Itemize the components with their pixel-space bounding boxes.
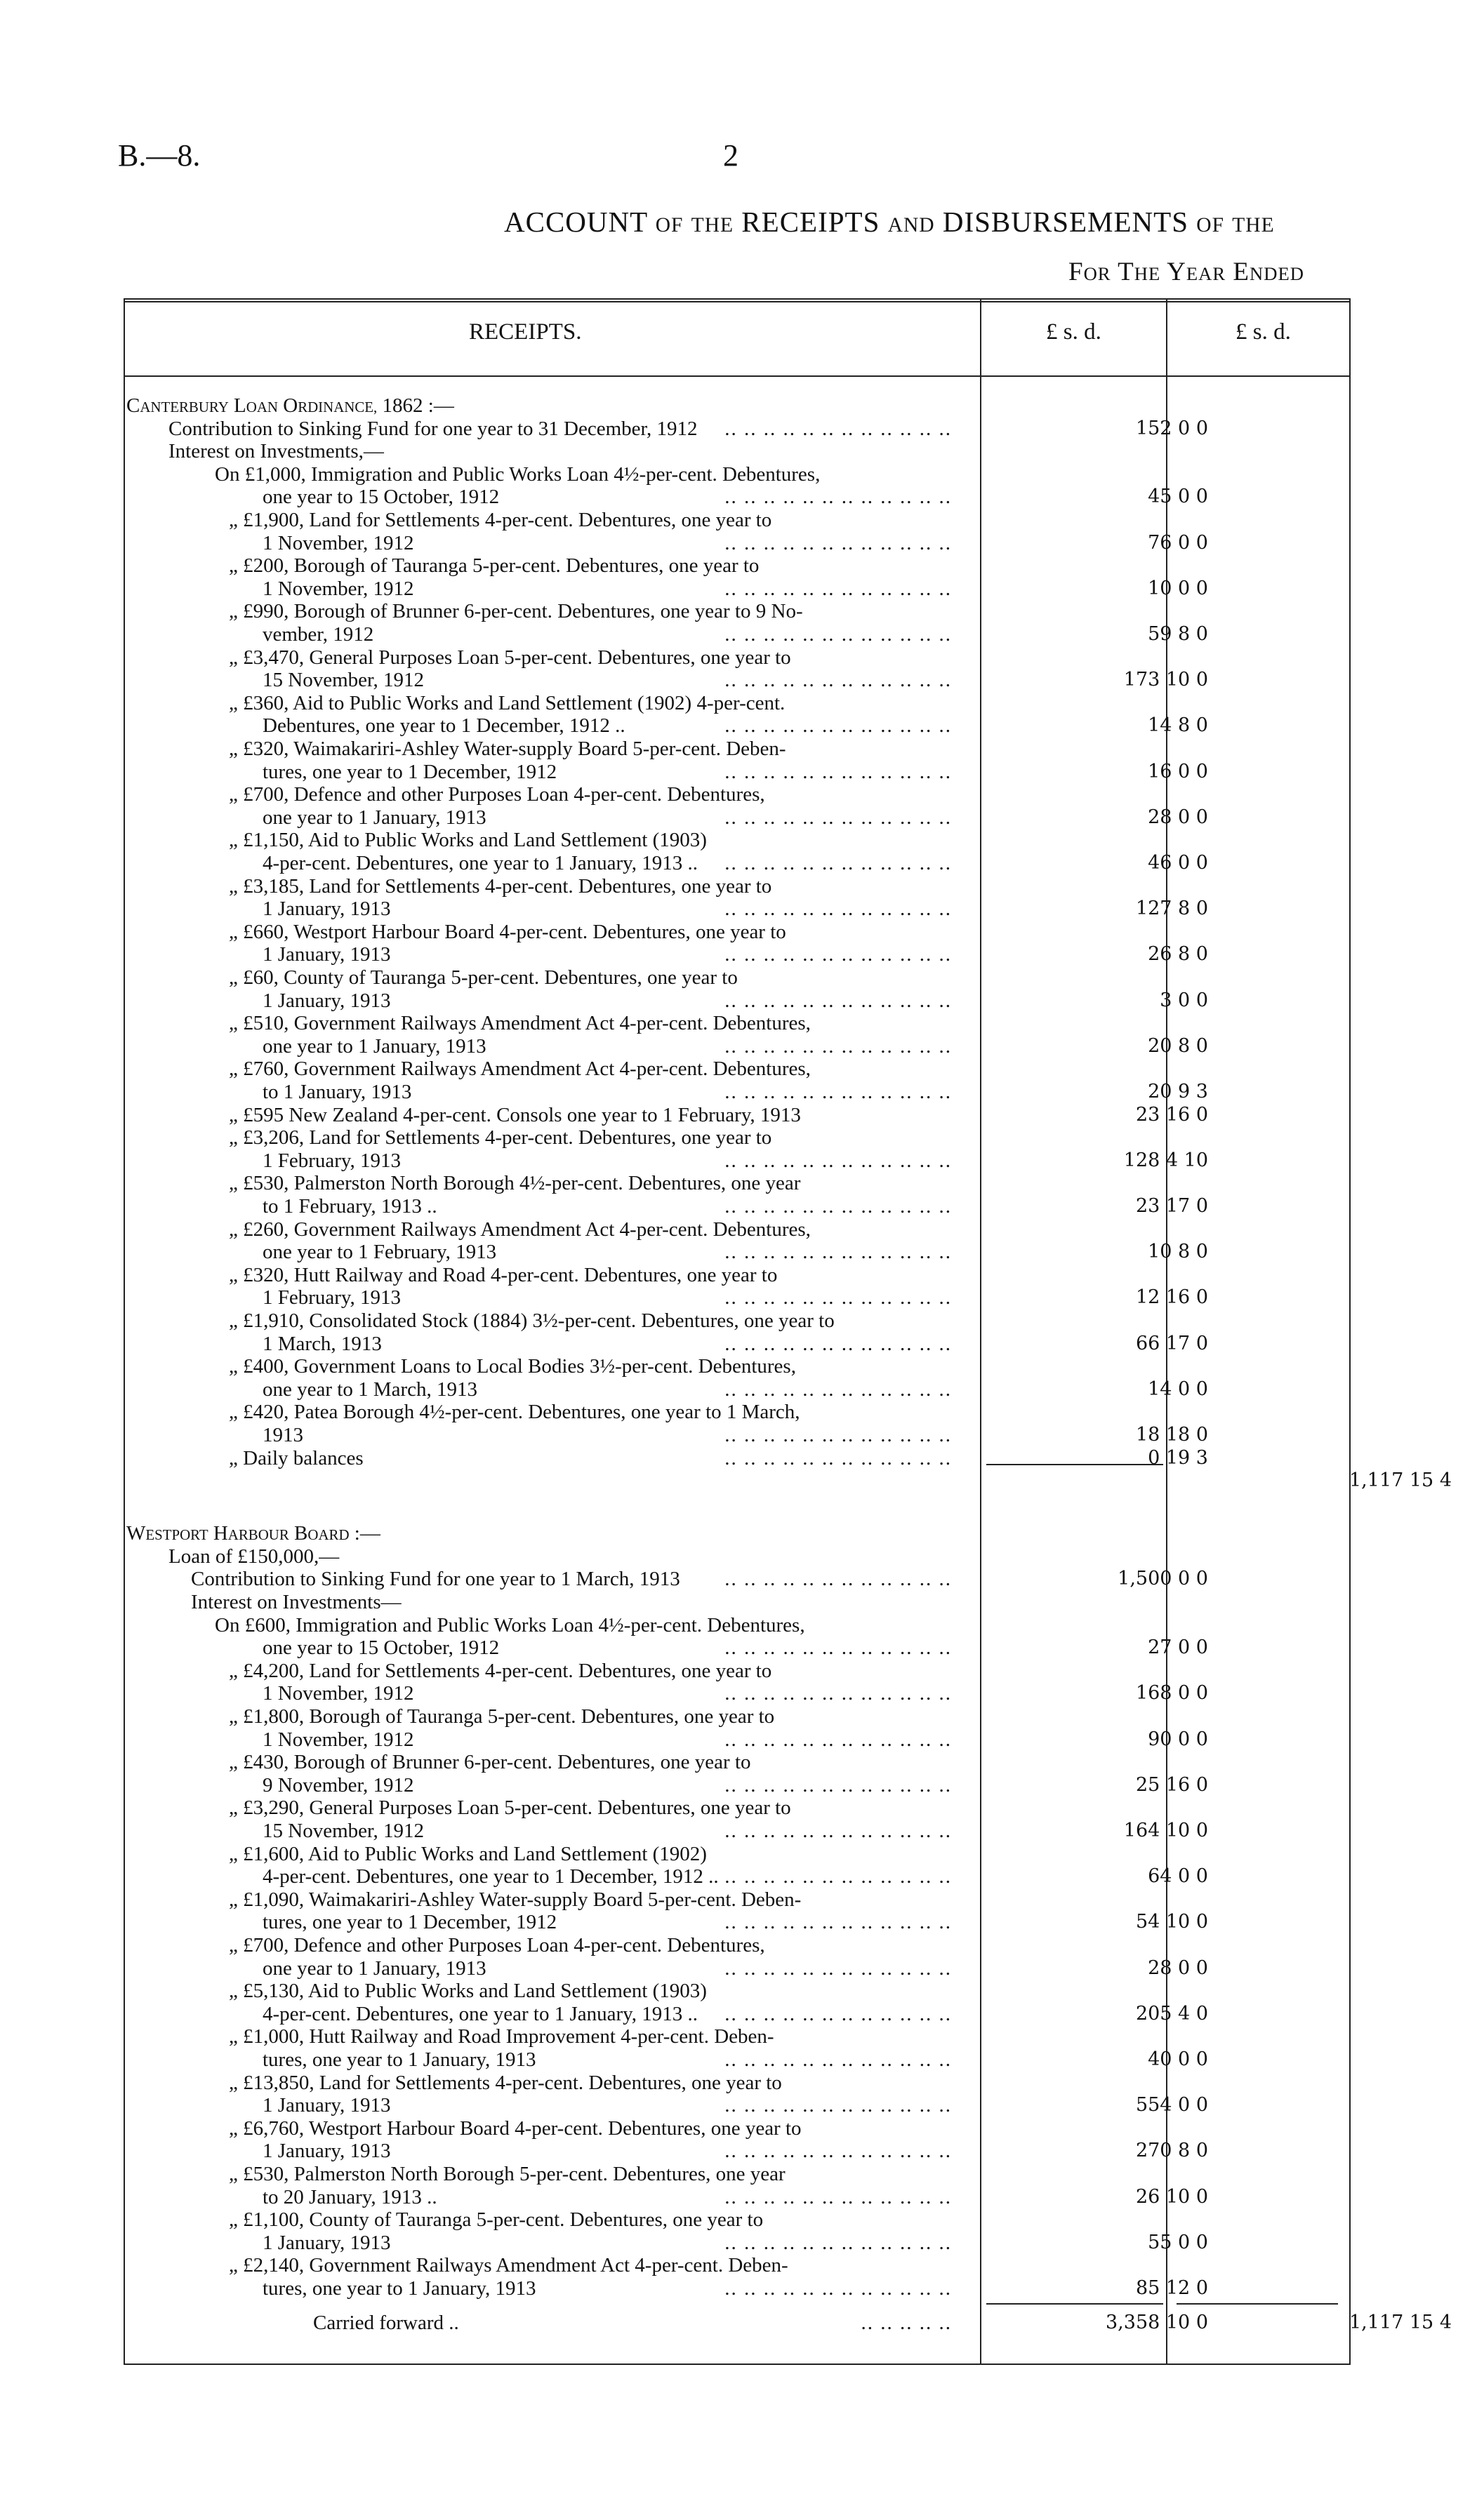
ledger-description: „ £990, Borough of Brunner 6-per-cent. Debentures, one year to 9 No- (229, 600, 807, 622)
ledger-amount: 3 0 0 (1160, 989, 1208, 1011)
ledger-description: „ £360, Aid to Public Works and Land Settlement (1902) 4-per-cent. (229, 692, 789, 714)
leader-dots: .. .. .. .. .. .. .. .. .. .. .. .. (724, 1773, 952, 1796)
ledger-description: 1 November, 1912 (263, 532, 418, 554)
ledger-description: „ £200, Borough of Tauranga 5-per-cent. Debentures, one year to (229, 554, 763, 577)
ledger-description: 1 March, 1913 (263, 1333, 386, 1355)
ledger-description: to 20 January, 1913 .. (263, 2186, 442, 2208)
ledger-description: one year to 1 January, 1913 (263, 806, 491, 829)
ledger-row (124, 1355, 1351, 1378)
ledger-description: 1 November, 1912 (263, 578, 418, 600)
ledger-description: tures, one year to 1 December, 1912 (263, 1911, 561, 1933)
ledger-row (124, 2072, 1351, 2094)
ledger-description: 1 January, 1913 (263, 2140, 395, 2162)
ledger-description: „ £760, Government Railways Amendment Act 4-per-cent. Debentures, (229, 1058, 815, 1080)
ledger-row (124, 623, 1351, 646)
ledger-row (124, 1591, 1351, 1613)
ledger-description: „ £3,290, General Purposes Loan 5-per-cent. Debentures, one year to (229, 1796, 795, 1819)
ledger-row (124, 2003, 1351, 2025)
leader-dots: .. .. .. .. .. .. .. .. .. .. .. .. (724, 417, 952, 440)
page-title: ACCOUNT OF THE RECEIPTS AND DISBURSEMENTS OF THE (504, 206, 1275, 238)
ledger-row (124, 1568, 1351, 1590)
ledger-description: „ £6,760, Westport Harbour Board 4-per-cent. Debentures, one year to (229, 2117, 806, 2140)
ledger-description: 4-per-cent. Debentures, one year to 1 December, 1912 .. (263, 1865, 723, 1888)
ledger-row (124, 578, 1351, 600)
ledger-row (124, 1728, 1351, 1751)
ledger-amount: 168 0 0 (1135, 1682, 1208, 1705)
leader-dots: .. .. .. .. .. .. .. .. .. .. .. .. (724, 2094, 952, 2117)
ledger-row (124, 1957, 1351, 1980)
ledger-description: 4-per-cent. Debentures, one year to 1 January, 1913 .. (263, 2003, 702, 2025)
ledger-description: „ £5,130, Aid to Public Works and Land Settlement (1903) (229, 1980, 711, 2002)
leader-dots: .. .. .. .. .. .. .. .. .. .. .. .. (724, 1956, 952, 1980)
ledger-row (124, 738, 1351, 760)
ledger-description: „ Daily balances (229, 1447, 368, 1469)
ledger-row (124, 2208, 1351, 2231)
ledger-amount: 76 0 0 (1148, 531, 1208, 554)
ledger-description: „ £700, Defence and other Purposes Loan 4-per-cent. Debentures, (229, 783, 769, 806)
ledger-description: 1 November, 1912 (263, 1682, 418, 1705)
ledger-description: „ £430, Borough of Brunner 6-per-cent. Debentures, one year to (229, 1751, 755, 1773)
leader-dots: .. .. .. .. .. .. .. .. .. .. .. .. (724, 1034, 952, 1058)
ledger-description: „ £660, Westport Harbour Board 4-per-cent. Debentures, one year to (229, 921, 790, 943)
ledger-description: „ £60, County of Tauranga 5-per-cent. Debentures, one year to (229, 966, 742, 989)
ledger-amount: 28 0 0 (1148, 806, 1208, 828)
ledger-amount: 152 0 0 (1135, 417, 1208, 439)
ledger-row (124, 669, 1351, 691)
ledger-description: „ £595 New Zealand 4-per-cent. Consols one year to 1 February, 1913 (229, 1104, 805, 1126)
section-heading: CANTERBURY LOAN ORDINANCE, 1862 :— (126, 394, 454, 417)
ledger-row (124, 1888, 1351, 1911)
leader-dots: .. .. .. .. .. .. .. .. .. .. .. .. (724, 2002, 952, 2025)
ledger-description: one year to 1 January, 1913 (263, 1957, 491, 1980)
leader-dots: .. .. .. .. .. .. .. .. .. .. .. .. (724, 1568, 952, 1591)
ledger-row (124, 532, 1351, 554)
ledger-row (124, 1843, 1351, 1865)
ledger-description: one year to 1 February, 1913 (263, 1241, 501, 1263)
ledger-row (124, 1195, 1351, 1218)
ledger-description: 1 January, 1913 (263, 943, 395, 966)
ledger-amount: 26 8 0 (1148, 943, 1208, 966)
ledger-row (124, 1218, 1351, 1241)
leader-dots: .. .. .. .. .. .. .. .. .. .. .. .. (724, 2140, 952, 2163)
ledger-row (124, 989, 1351, 1012)
carried-forward-amount: 3,358 10 0 (1106, 2311, 1208, 2333)
ledger-description: Loan of £150,000,— (168, 1545, 343, 1568)
carried-forward-rule (986, 2303, 1163, 2305)
carried-forward-label: Carried forward .. (313, 2312, 463, 2334)
ledger-description: „ £1,150, Aid to Public Works and Land Settlement (1903) (229, 829, 711, 851)
ledger-description: On £600, Immigration and Public Works Loan 4½-per-cent. Debentures, (215, 1614, 809, 1636)
ledger-amount: 23 16 0 (1135, 1103, 1208, 1126)
leader-dots: .. .. .. .. .. .. .. .. .. .. .. .. (724, 2048, 952, 2071)
leader-dots: .. .. .. .. .. .. .. .. .. .. .. .. (724, 2185, 952, 2208)
ledger-description: „ £400, Government Loans to Local Bodies 3½-per-cent. Debentures, (229, 1355, 800, 1378)
ledger-row (124, 1378, 1351, 1401)
ledger-description: 15 November, 1912 (263, 669, 428, 691)
ledger-description: one year to 15 October, 1912 (263, 486, 503, 508)
ledger-description: Contribution to Sinking Fund for one year to 1 March, 1913 (191, 1568, 684, 1590)
ledger-description: „ £1,910, Consolidated Stock (1884) 3½-per-cent. Debentures, one year to (229, 1309, 839, 1332)
receipts-header: RECEIPTS. (469, 319, 582, 345)
section-total-row (124, 1469, 1452, 1492)
ledger-description: 9 November, 1912 (263, 1774, 418, 1796)
ledger-row (124, 1149, 1351, 1172)
ledger-row (124, 600, 1351, 622)
ledger-description: 1 February, 1913 (263, 1286, 405, 1309)
ledger-row (124, 1333, 1351, 1355)
ledger-description: „ £1,100, County of Tauranga 5-per-cent. Debentures, one year to (229, 2208, 767, 2231)
ledger-amount: 46 0 0 (1148, 852, 1208, 874)
ledger-description: On £1,000, Immigration and Public Works Loan 4½-per-cent. Debentures, (215, 463, 824, 486)
ledger-row (124, 1104, 1351, 1126)
leader-dots: .. .. .. .. .. .. .. .. .. .. .. .. (724, 1149, 952, 1172)
ledger-description: „ £4,200, Land for Settlements 4-per-cent. Debentures, one year to (229, 1660, 776, 1682)
ledger-description: „ £530, Palmerston North Borough 4½-per-cent. Debentures, one year (229, 1172, 804, 1194)
ledger-amount: 10 0 0 (1148, 577, 1208, 599)
ledger-description: „ £700, Defence and other Purposes Loan 4-per-cent. Debentures, (229, 1934, 769, 1956)
ledger-description: tures, one year to 1 January, 1913 (263, 2277, 541, 2300)
ledger-amount: 270 8 0 (1135, 2140, 1208, 2162)
ledger-description: tures, one year to 1 January, 1913 (263, 2048, 541, 2071)
ledger-description: „ £1,900, Land for Settlements 4-per-cent. Debentures, one year to (229, 509, 776, 531)
ledger-amount: 18 18 0 (1135, 1424, 1208, 1446)
ledger-row (124, 1774, 1351, 1796)
ledger-description: „ £1,600, Aid to Public Works and Land Settlement (1902) (229, 1843, 711, 1865)
ledger-row (124, 761, 1351, 783)
leader-dots: .. .. .. .. .. .. .. .. .. .. .. .. (724, 1081, 952, 1103)
leader-dots: .. .. .. .. .. .. .. .. .. .. .. .. (724, 486, 952, 509)
ledger-row (124, 1614, 1351, 1636)
ledger-row (124, 829, 1351, 851)
ledger-row (124, 1705, 1351, 1728)
ledger-amount: 28 0 0 (1148, 1956, 1208, 1979)
ledger-row (124, 1682, 1351, 1705)
ledger-amount: 12 16 0 (1135, 1286, 1208, 1309)
ledger-description: „ £2,140, Government Railways Amendment Act 4-per-cent. Deben- (229, 2254, 793, 2276)
ledger-row (124, 440, 1351, 462)
ledger-description: „ £420, Patea Borough 4½-per-cent. Debentures, one year to 1 March, (229, 1401, 804, 1423)
page-number: 2 (723, 138, 738, 173)
ledger-amount: 55 0 0 (1148, 2231, 1208, 2253)
ledger-amount: 1,500 0 0 (1118, 1568, 1208, 1590)
ledger-description: 1 November, 1912 (263, 1728, 418, 1751)
ledger-description: „ £1,000, Hutt Railway and Road Improvement 4-per-cent. Deben- (229, 2025, 779, 2048)
ledger-row (124, 486, 1351, 508)
ledger-amount: 554 0 0 (1135, 2094, 1208, 2116)
ledger-row (124, 646, 1351, 669)
ledger-description: 1 January, 1913 (263, 2232, 395, 2254)
ledger-description: 1 February, 1913 (263, 1149, 405, 1172)
ledger-description: to 1 February, 1913 .. (263, 1195, 442, 1218)
leader-dots: .. .. .. .. .. .. .. .. .. .. .. .. (724, 943, 952, 966)
ledger-description: tures, one year to 1 December, 1912 (263, 761, 561, 783)
ledger-amount: 20 9 3 (1148, 1081, 1208, 1102)
ledger-row (124, 2140, 1351, 2162)
ledger-description: „ £3,206, Land for Settlements 4-per-cent. Debentures, one year to (229, 1126, 776, 1149)
ledger-row (124, 1934, 1351, 1956)
ledger-row (124, 1058, 1351, 1080)
ledger-row (124, 2277, 1351, 2300)
ledger-amount: 85 12 0 (1135, 2276, 1208, 2299)
ledger-row (124, 806, 1351, 829)
ledger-amount: 173 10 0 (1123, 669, 1208, 691)
ledger-amount: 23 17 0 (1135, 1195, 1208, 1217)
ledger-row (124, 2163, 1351, 2185)
leader-dots: .. .. .. .. .. .. .. .. .. .. .. .. (724, 669, 952, 692)
ledger-row (124, 692, 1351, 714)
ledger-row (124, 1424, 1351, 1446)
leader-dots: .. .. .. .. .. .. .. .. .. .. .. .. (724, 1865, 952, 1888)
document-reference: B.—8. (118, 138, 201, 173)
ledger-amount: 164 10 0 (1123, 1819, 1208, 1841)
ledger-description: one year to 1 March, 1913 (263, 1378, 482, 1401)
ledger-row (124, 783, 1351, 806)
leader-dots: .. .. .. .. .. .. .. .. .. .. .. .. (724, 898, 952, 921)
leader-dots: .. .. .. .. .. .. .. .. .. .. .. .. (724, 1446, 952, 1469)
ledger-row (124, 1264, 1351, 1286)
ledger-row (124, 2048, 1351, 2071)
leader-dots: .. .. .. .. .. .. .. .. .. .. .. .. (724, 989, 952, 1012)
leader-dots: .. .. .. .. .. .. .. .. .. .. .. .. (724, 1378, 952, 1401)
ledger-row (124, 1035, 1351, 1058)
ledger-row (124, 1172, 1351, 1194)
ledger-amount: 45 0 0 (1148, 486, 1208, 508)
ledger-description: „ £260, Government Railways Amendment Act 4-per-cent. Debentures, (229, 1218, 815, 1241)
ledger-row (124, 554, 1351, 577)
leader-dots: .. .. .. .. .. .. .. .. .. .. .. .. (724, 1911, 952, 1934)
carried-forward-row (124, 2311, 1452, 2334)
ledger-row (124, 1796, 1351, 1819)
ledger-description: „ £13,850, Land for Settlements 4-per-cent. Debentures, one year to (229, 2072, 786, 2094)
leader-dots: .. .. .. .. .. .. .. .. .. .. .. .. (724, 852, 952, 874)
ledger-description: „ £320, Waimakariri-Ashley Water-supply Board 5-per-cent. Deben- (229, 738, 790, 760)
section-heading: WESTPORT HARBOUR BOARD :— (126, 1522, 380, 1545)
leader-dots: .. .. .. .. .. .. .. .. .. .. .. .. (724, 1286, 952, 1309)
ledger-row (124, 1126, 1351, 1149)
ledger-description: „ £320, Hutt Railway and Road 4-per-cent. Debentures, one year to (229, 1264, 781, 1286)
ledger-row (124, 463, 1351, 486)
ledger-row (124, 921, 1351, 943)
leader-dots: .. .. .. .. .. .. .. .. .. .. .. .. (724, 1636, 952, 1660)
ledger-amount: 0 19 3 (1148, 1446, 1208, 1469)
leader-dots: .. .. .. .. .. .. .. .. .. .. .. .. (724, 2276, 952, 2300)
ledger-amount: 128 4 10 (1123, 1149, 1208, 1171)
ledger-amount: 14 0 0 (1148, 1378, 1208, 1400)
ledger-amount: 64 0 0 (1148, 1865, 1208, 1888)
ledger-row (124, 1401, 1351, 1423)
ledger-row (124, 1545, 1351, 1568)
ledger-description: „ £1,800, Borough of Tauranga 5-per-cent. Debentures, one year to (229, 1705, 779, 1728)
ledger-row (124, 875, 1351, 898)
ledger-amount: 14 8 0 (1148, 714, 1208, 737)
carried-forward-total: 1,117 15 4 (1349, 2311, 1452, 2333)
ledger-row (124, 943, 1351, 966)
leader-dots: .. .. .. .. .. .. .. .. .. .. .. .. (724, 1819, 952, 1842)
ledger-row (124, 2117, 1351, 2140)
ledger-description: 1913 (263, 1424, 307, 1446)
ledger-row (124, 2025, 1351, 2048)
ledger-row (124, 509, 1351, 531)
ledger-description: „ £530, Palmerston North Borough 5-per-cent. Debentures, one year (229, 2163, 790, 2185)
ledger-amount: 90 0 0 (1148, 1728, 1208, 1750)
leader-dots: .. .. .. .. .. .. .. .. .. .. .. .. (724, 760, 952, 783)
ledger-amount: 20 8 0 (1148, 1034, 1208, 1057)
ledger-row (124, 1865, 1351, 1888)
ledger-description: Interest on Investments— (191, 1591, 406, 1613)
leader-dots: .. .. .. .. .. .. .. .. .. .. .. .. (724, 577, 952, 600)
section-total: 1,117 15 4 (1349, 1469, 1452, 1492)
ledger-row (124, 2254, 1351, 2276)
carried-forward-total-rule (1177, 2303, 1338, 2305)
ledger-amount: 26 10 0 (1135, 2185, 1208, 2208)
ledger-description: „ £3,470, General Purposes Loan 5-per-cent. Debentures, one year to (229, 646, 795, 669)
ledger-row (124, 1980, 1351, 2002)
ledger-row (124, 1820, 1351, 1842)
leader-dots: .. .. .. .. .. .. .. .. .. .. .. .. (724, 1195, 952, 1218)
leader-dots: .. .. .. .. .. .. .. .. .. .. .. .. (724, 714, 952, 738)
ledger-amount: 59 8 0 (1148, 623, 1208, 645)
ledger-description: „ £3,185, Land for Settlements 4-per-cent. Debentures, one year to (229, 875, 776, 898)
leader-dots: .. .. .. .. .. .. .. .. .. .. .. .. (724, 2231, 952, 2254)
ledger-row (124, 966, 1351, 989)
ledger-row (124, 1286, 1351, 1309)
ledger-amount: 205 4 0 (1135, 2002, 1208, 2025)
ledger-description: 1 January, 1913 (263, 898, 395, 920)
ledger-description: one year to 1 January, 1913 (263, 1035, 491, 1058)
ledger-amount: 40 0 0 (1148, 2048, 1208, 2070)
ledger-row (124, 898, 1351, 920)
ledger-row (124, 2186, 1351, 2208)
ledger-description: Debentures, one year to 1 December, 1912 .. (263, 714, 630, 737)
leader-dots: .. .. .. .. .. .. .. .. .. .. .. .. (724, 1332, 952, 1355)
ledger-description: 15 November, 1912 (263, 1820, 428, 1842)
leader-dots: .. .. .. .. .. .. .. .. .. .. .. .. (724, 623, 952, 646)
ledger-description: „ £1,090, Waimakariri-Ashley Water-supply Board 5-per-cent. Deben- (229, 1888, 805, 1911)
ledger-description: „ £510, Government Railways Amendment Act 4-per-cent. Debentures, (229, 1012, 815, 1034)
ledger-amount: 10 8 0 (1148, 1241, 1208, 1263)
ledger-row (124, 1241, 1351, 1263)
leader-dots: .. .. .. .. .. .. .. .. .. .. .. .. (724, 531, 952, 554)
subtotal-rule (986, 1464, 1163, 1465)
ledger-amount: 16 0 0 (1148, 760, 1208, 782)
ledger-row (124, 1911, 1351, 1933)
ledger-row (124, 418, 1351, 440)
ledger-row (124, 1012, 1351, 1034)
total-pounds-shillings-pence-header: £ s. d. (1235, 319, 1291, 345)
ledger-description: vember, 1912 (263, 623, 378, 646)
ledger-row (124, 2232, 1351, 2254)
leader-dots: .. .. .. .. .. .. .. .. .. .. .. .. (724, 806, 952, 829)
ledger-row (124, 1447, 1351, 1469)
ledger-row (124, 852, 1351, 874)
ledger-description: 1 January, 1913 (263, 989, 395, 1012)
ledger-amount: 54 10 0 (1135, 1911, 1208, 1933)
ledger-amount: 66 17 0 (1135, 1332, 1208, 1354)
leader-dots: .. .. .. .. .. (861, 2311, 952, 2334)
ledger-row (124, 714, 1351, 737)
ledger-description: 1 January, 1913 (263, 2094, 395, 2116)
ledger-amount: 27 0 0 (1148, 1636, 1208, 1659)
leader-dots: .. .. .. .. .. .. .. .. .. .. .. .. (724, 1424, 952, 1446)
ledger-row (124, 2094, 1351, 2116)
ledger-row (124, 1081, 1351, 1103)
ledger-row (124, 1309, 1351, 1332)
pounds-shillings-pence-header: £ s. d. (1046, 319, 1101, 345)
ledger-row (124, 1636, 1351, 1659)
ledger-row (124, 1751, 1351, 1773)
leader-dots: .. .. .. .. .. .. .. .. .. .. .. .. (724, 1728, 952, 1751)
ledger-description: Interest on Investments,— (168, 440, 388, 462)
ledger-description: to 1 January, 1913 (263, 1081, 416, 1103)
ledger-amount: 25 16 0 (1135, 1773, 1208, 1796)
ledger-amount: 127 8 0 (1135, 898, 1208, 920)
ledger-row (124, 1660, 1351, 1682)
ledger-description: 4-per-cent. Debentures, one year to 1 January, 1913 .. (263, 852, 702, 874)
leader-dots: .. .. .. .. .. .. .. .. .. .. .. .. (724, 1241, 952, 1264)
leader-dots: .. .. .. .. .. .. .. .. .. .. .. .. (724, 1682, 952, 1705)
page-subtitle: FOR THE YEAR ENDED (1068, 258, 1304, 286)
ledger-description: Contribution to Sinking Fund for one year to 31 December, 1912 (168, 418, 702, 440)
ledger-description: one year to 15 October, 1912 (263, 1636, 503, 1659)
